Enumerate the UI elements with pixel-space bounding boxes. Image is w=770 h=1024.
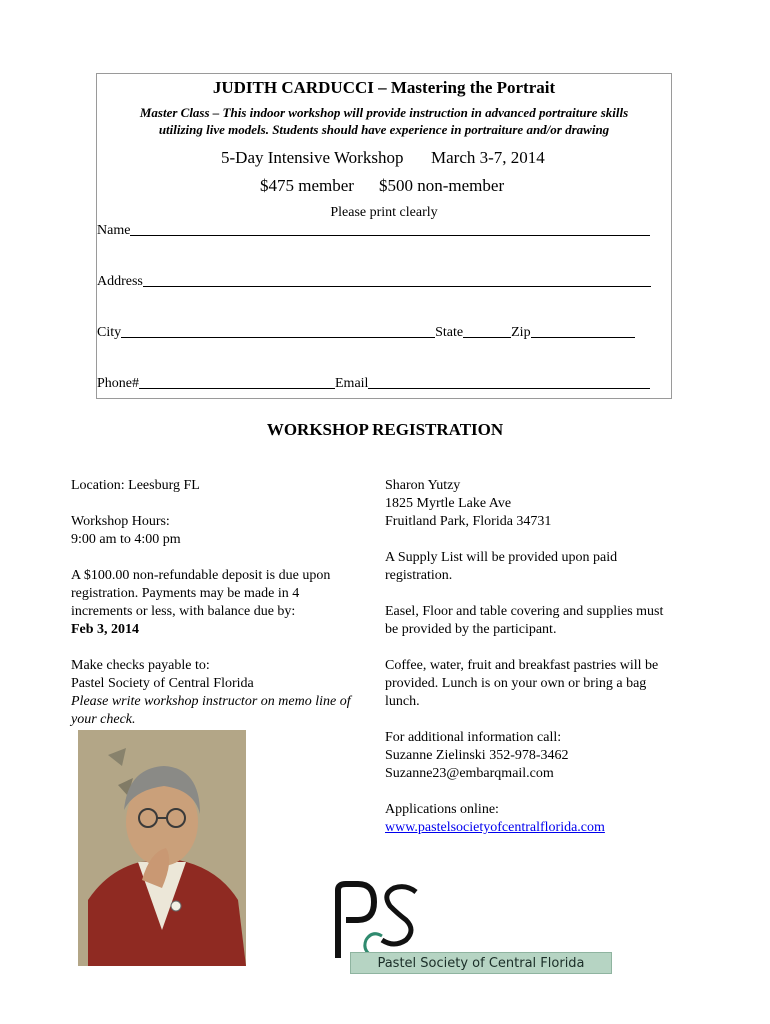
state-label: State [435, 325, 464, 340]
address-label: Address [97, 274, 143, 289]
phone-line[interactable] [139, 388, 335, 389]
info-line-3: Suzanne23@embarqmail.com [385, 766, 554, 781]
zip-line[interactable] [531, 337, 635, 338]
contact-city: Fruitland Park, Florida 34731 [385, 514, 552, 529]
checks-line-2: Pastel Society of Central Florida [71, 676, 254, 691]
location-text: Location: Leesburg FL [71, 478, 200, 493]
applications-label: Applications online: [385, 802, 499, 817]
member-price: $475 member [260, 176, 354, 195]
memo-line-1: Please write workshop instructor on memo line of [71, 694, 351, 709]
coffee-line-1: Coffee, water, fruit and breakfast pastries will be [385, 658, 659, 673]
city-label: City [97, 325, 122, 340]
right-column [385, 477, 705, 837]
logo-band: Pastel Society of Central Florida [350, 952, 612, 974]
left-column [71, 477, 371, 729]
description-line-2: utilizing live models. Students should have experience in portraiture and/or drawing [158, 122, 610, 137]
coffee-line-3: lunch. [385, 694, 420, 709]
portrait-painting-art [78, 730, 246, 966]
contact-street: 1825 Myrtle Lake Ave [385, 496, 512, 511]
email-label: Email [335, 376, 369, 391]
print-note: Please print clearly [330, 205, 438, 220]
info-line-1: For additional information call: [385, 730, 562, 745]
contact-name: Sharon Yutzy [385, 478, 461, 493]
portrait-painting [78, 730, 246, 966]
workshop-dates: March 3-7, 2014 [431, 148, 545, 167]
workshop-title: JUDITH CARDUCCI – Mastering the Portrait [212, 78, 556, 97]
memo-line-2: your check. [71, 712, 136, 727]
workshop-type: 5-Day Intensive Workshop [221, 148, 404, 167]
registration-form-box [96, 73, 672, 399]
description-line-1: Master Class – This indoor workshop will provide instruction in advanced portraiture skills [139, 105, 629, 120]
pastel-society-logo [332, 880, 616, 976]
name-line[interactable] [130, 235, 650, 236]
supply-line-1: A Supply List will be provided upon paid [385, 550, 618, 565]
coffee-line-2: provided. Lunch is on your own or bring a bag [385, 676, 647, 691]
city-line[interactable] [121, 337, 435, 338]
section-heading: WORKSHOP REGISTRATION [266, 420, 504, 439]
deposit-line-1: A $100.00 non-refundable deposit is due upon [71, 568, 331, 583]
hours-label: Workshop Hours: [71, 514, 170, 529]
deposit-line-2: registration. Payments may be made in 4 [71, 586, 300, 601]
deposit-line-3: increments or less, with balance due by: [71, 604, 296, 619]
name-field[interactable] [97, 221, 650, 239]
email-line[interactable] [368, 388, 650, 389]
name-label: Name [97, 223, 131, 238]
city-state-zip-field[interactable] [97, 323, 635, 341]
address-line[interactable] [143, 286, 651, 287]
due-date: Feb 3, 2014 [71, 622, 140, 637]
psc-monogram-icon [332, 880, 452, 960]
hours-text: 9:00 am to 4:00 pm [71, 532, 181, 547]
workshop-description [97, 104, 671, 138]
applications-link[interactable]: www.pastelsocietyofcentralflorida.com [385, 820, 605, 835]
phone-label: Phone# [97, 376, 139, 391]
checks-line-1: Make checks payable to: [71, 658, 210, 673]
nonmember-price: $500 non-member [379, 176, 505, 195]
info-line-2: Suzanne Zielinski 352-978-3462 [385, 748, 569, 763]
zip-label: Zip [511, 325, 531, 340]
phone-email-field[interactable] [97, 374, 650, 392]
supply-line-2: registration. [385, 568, 453, 583]
state-line[interactable] [463, 337, 511, 338]
easel-line-1: Easel, Floor and table covering and supplies must [385, 604, 664, 619]
easel-line-2: be provided by the participant. [385, 622, 557, 637]
address-field[interactable] [97, 272, 651, 290]
